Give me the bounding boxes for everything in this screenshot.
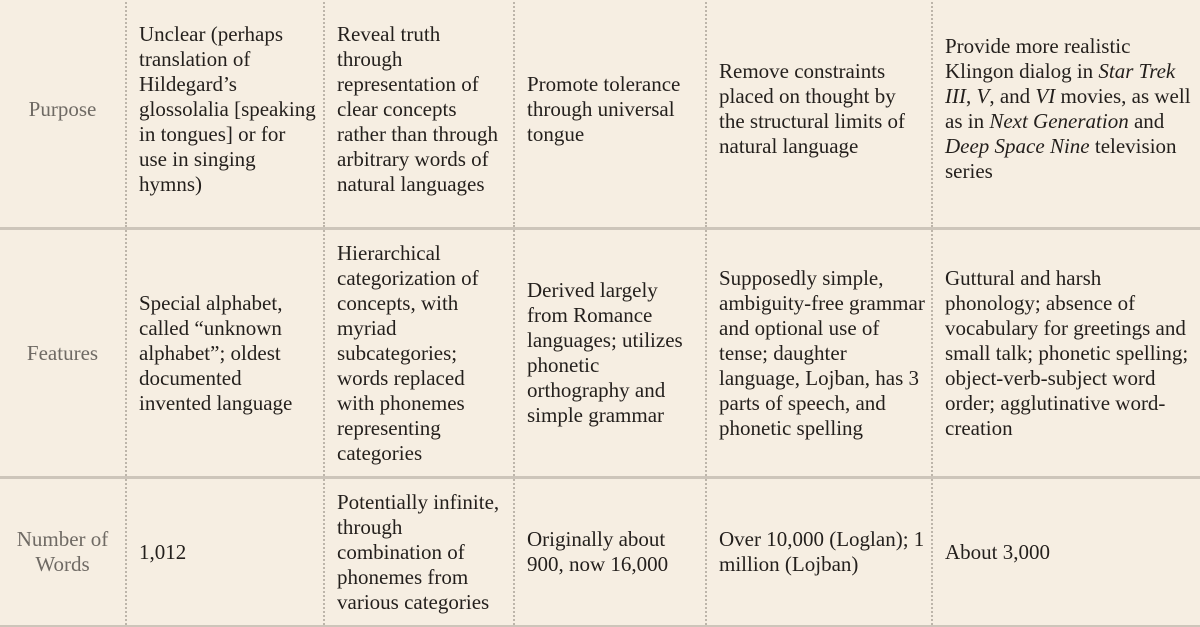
cell-features-hildegard: Special alphabet, called “unknown alphabet”; oldest documented invented language — [126, 229, 324, 478]
cell-words-esperanto: Originally about 900, now 16,000 — [514, 478, 706, 627]
cell-purpose-hildegard: Unclear (perhaps translation of Hildegard’s glossolalia [speaking in tongues] or for use in singing hymns) — [126, 0, 324, 229]
cell-purpose-esperanto: Promote tolerance through universal tongue — [514, 0, 706, 229]
cell-words-wilkins: Potentially infinite, through combination of phonemes from various categories — [324, 478, 514, 627]
cell-purpose-klingon — [932, 0, 1200, 229]
row-label-number-of-words: Number of Words — [0, 478, 126, 627]
cell-words-klingon: About 3,000 — [932, 478, 1200, 627]
row-label-features: Features — [0, 229, 126, 478]
cell-features-esperanto: Derived largely from Romance languages; utilizes phonetic orthography and simple grammar — [514, 229, 706, 478]
cell-purpose-loglan: Remove constraints placed on thought by the structural limits of natural language — [706, 0, 932, 229]
cell-features-klingon: Guttural and harsh phonology; absence of vocabulary for greetings and small talk; phonetic spelling; object-verb-subject word order; agglutinative word-creation — [932, 229, 1200, 478]
table-row-number-of-words — [0, 478, 1200, 627]
cell-words-hildegard: 1,012 — [126, 478, 324, 627]
row-label-purpose: Purpose — [0, 0, 126, 229]
cell-words-loglan: Over 10,000 (Loglan); 1 million (Lojban) — [706, 478, 932, 627]
klingon-purpose-text: Provide more realistic Klingon dialog in Star Trek III, V, and VI movies, as well as in Next Generation and Deep Space Nine television series — [945, 34, 1191, 183]
cell-features-wilkins: Hierarchical categorization of concepts, with myriad subcategories; words replaced with phonemes representing categories — [324, 229, 514, 478]
cell-features-loglan: Supposedly simple, ambiguity-free grammar and optional use of tense; daughter language, Lojban, has 3 parts of speech, and phonetic spelling — [706, 229, 932, 478]
table-row-features — [0, 229, 1200, 478]
cell-purpose-wilkins: Reveal truth through representation of clear concepts rather than through arbitrary words of natural languages — [324, 0, 514, 229]
table-row-purpose — [0, 0, 1200, 229]
